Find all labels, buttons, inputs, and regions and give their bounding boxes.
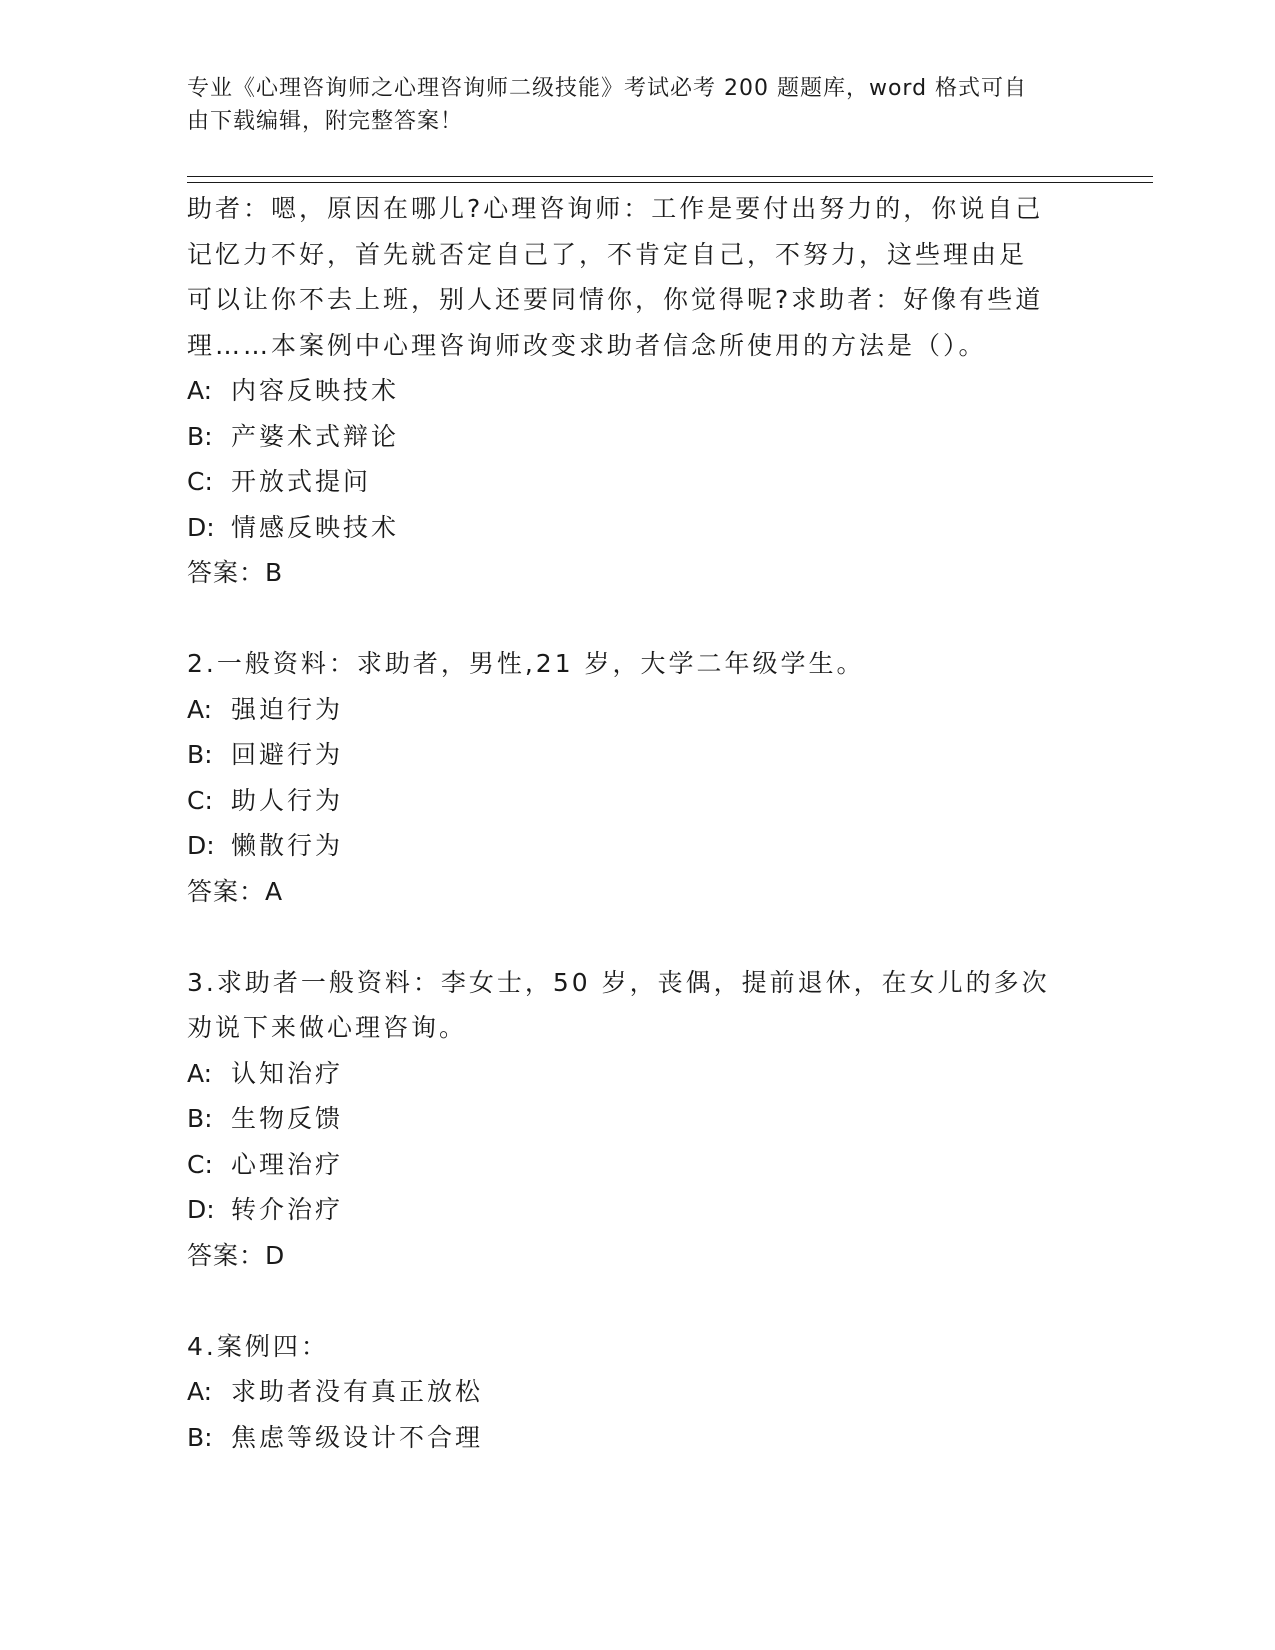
option-b [187, 1415, 1067, 1461]
option-label: A: [187, 376, 213, 405]
question-text-line: 助者：嗯，原因在哪儿?心理咨询师：工作是要付出努力的，你说自己 [187, 194, 1044, 223]
question-spacer [187, 596, 1067, 642]
option-text: 情感反映技术 [231, 512, 400, 542]
option-d [187, 823, 1067, 869]
question-text-line: 2.一般资料：求助者，男性,21 岁，大学二年级学生。 [187, 649, 865, 678]
question-text [187, 960, 1067, 1051]
question-text [187, 1324, 1067, 1370]
option-a [187, 1369, 1067, 1415]
option-a [187, 368, 1067, 414]
question-spacer [187, 1278, 1067, 1324]
option-label: B: [187, 421, 213, 451]
question-text-line: 3.求助者一般资料：李女士，50 岁，丧偶，提前退休，在女儿的多次 [187, 967, 1050, 997]
header-rule-bottom [187, 182, 1153, 183]
option-a [187, 687, 1067, 733]
option-text: 懒散行为 [231, 831, 344, 860]
option-label: B: [187, 740, 213, 769]
option-text: 回避行为 [231, 740, 344, 769]
question-block [187, 641, 1067, 914]
option-label: C: [187, 785, 213, 815]
option-label: D: [187, 1195, 215, 1224]
option-c [187, 1142, 1067, 1188]
option-label: A: [187, 694, 213, 724]
question-block [187, 186, 1067, 596]
question-text-line: 劝说下来做心理咨询。 [187, 1013, 468, 1042]
option-c [187, 459, 1067, 505]
option-text: 产婆术式辩论 [231, 421, 400, 451]
header-line-2: 由下载编辑，附完整答案！ [187, 109, 464, 134]
question-block [187, 1324, 1067, 1461]
option-text: 心理治疗 [231, 1149, 344, 1179]
option-label: D: [187, 512, 215, 542]
option-label: B: [187, 1104, 213, 1133]
option-label: C: [187, 467, 213, 496]
option-d [187, 505, 1067, 551]
option-d [187, 1187, 1067, 1233]
document-header [187, 72, 1067, 138]
option-text: 开放式提问 [231, 467, 372, 496]
option-text: 强迫行为 [231, 694, 344, 724]
question-spacer [187, 914, 1067, 960]
question-text-line: 理……本案例中心理咨询师改变求助者信念所使用的方法是（）。 [187, 330, 987, 360]
option-text: 焦虑等级设计不合理 [231, 1422, 484, 1452]
option-b [187, 414, 1067, 460]
option-c [187, 778, 1067, 824]
question-text [187, 186, 1067, 368]
option-label: C: [187, 1149, 213, 1179]
option-label: B: [187, 1422, 213, 1452]
option-text: 认知治疗 [231, 1058, 344, 1088]
option-label: A: [187, 1058, 213, 1088]
question-block [187, 960, 1067, 1279]
answer-line: 答案：A [187, 876, 284, 906]
question-text [187, 641, 1067, 687]
option-b [187, 1096, 1067, 1142]
option-a [187, 1051, 1067, 1097]
answer-line: 答案：B [187, 558, 284, 587]
option-label: A: [187, 1377, 213, 1406]
header-line-1: 专业《心理咨询师之心理咨询师二级技能》考试必考 200 题题库，word 格式可自 [187, 76, 1028, 101]
question-text-line: 可以让你不去上班，别人还要同情你，你觉得呢?求助者：好像有些道 [187, 285, 1044, 314]
option-text: 助人行为 [231, 785, 344, 815]
question-list [187, 186, 1067, 1460]
question-text-line: 记忆力不好，首先就否定自己了，不肯定自己，不努力，这些理由足 [187, 239, 1028, 269]
option-text: 生物反馈 [231, 1104, 344, 1133]
answer-line: 答案：D [187, 1240, 286, 1270]
option-text: 转介治疗 [231, 1195, 344, 1224]
option-b [187, 732, 1067, 778]
option-text: 内容反映技术 [231, 376, 400, 405]
option-text: 求助者没有真正放松 [231, 1377, 484, 1406]
question-text-line: 4.案例四： [187, 1331, 329, 1361]
option-label: D: [187, 831, 215, 860]
header-rule-top [187, 176, 1153, 177]
